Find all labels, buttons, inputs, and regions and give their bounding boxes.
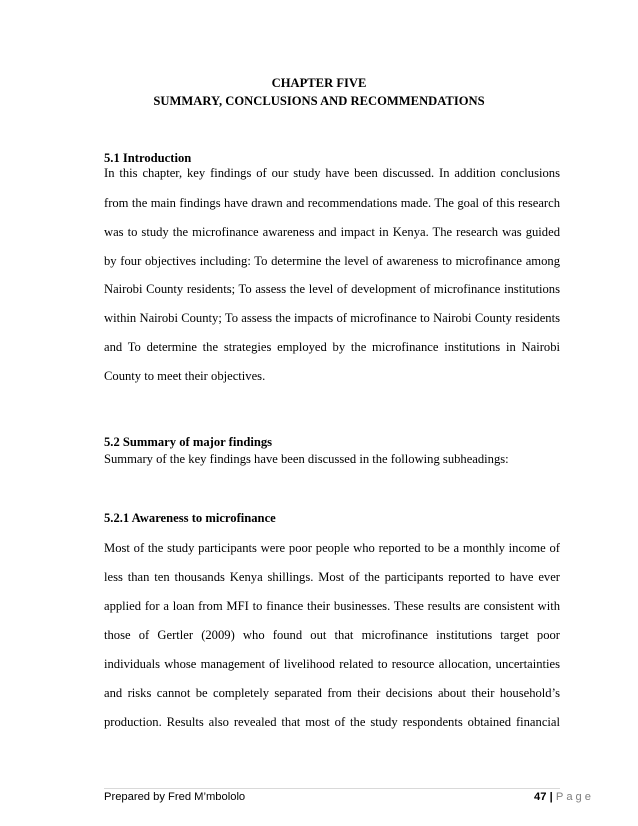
- paragraph-line: within Nairobi County; To assess the impacts of microfinance to Nairobi County residents: [104, 311, 560, 325]
- footer-author: Prepared by Fred M’mbololo: [104, 791, 246, 803]
- page-label: Page: [555, 791, 594, 803]
- paragraph-line: applied for a loan from MFI to finance their businesses. These results are consistent with: [104, 599, 560, 613]
- paragraph-line: those of Gertler (2009) who found out that microfinance institutions target poor: [104, 628, 560, 642]
- paragraph-line: and risks cannot be completely separated from their decisions about their household’s: [104, 686, 560, 700]
- paragraph-line: Most of the study participants were poor people who reported to be a monthly income of: [104, 541, 560, 555]
- paragraph-line: less than ten thousands Kenya shillings. Most of the participants reported to have ever: [104, 570, 560, 584]
- chapter-number: CHAPTER FIVE: [271, 76, 367, 90]
- subsection-heading-awareness: 5.2.1 Awareness to microfinance: [104, 511, 276, 525]
- paragraph-line: and To determine the strategies employed by the microfinance institutions in Nairobi: [104, 340, 560, 354]
- footer-divider: [104, 788, 560, 789]
- section-heading-introduction: 5.1 Introduction: [104, 151, 192, 165]
- page-separator: |: [549, 791, 553, 803]
- paragraph-line: Nairobi County residents; To assess the level of development of microfinance institutions: [104, 282, 560, 296]
- footer-page-info: [534, 790, 594, 804]
- paragraph-line: production. Results also revealed that most of the study respondents obtained financial: [104, 715, 560, 729]
- paragraph-line: Summary of the key findings have been discussed in the following subheadings:: [104, 452, 509, 466]
- paragraph-line: individuals whose management of livelihood related to resource allocation, uncertainties: [104, 657, 560, 671]
- section-heading-summary: 5.2 Summary of major findings: [104, 435, 273, 449]
- paragraph-line: County to meet their objectives.: [104, 369, 266, 383]
- paragraph-line: by four objectives including: To determine the level of awareness to microfinance among: [104, 254, 560, 268]
- paragraph-line: from the main findings have drawn and recommendations made. The goal of this research: [104, 196, 560, 210]
- paragraph-line: was to study the microfinance awareness and impact in Kenya. The research was guided: [104, 225, 560, 239]
- page-number: 47: [534, 791, 547, 803]
- paragraph-line: In this chapter, key findings of our study have been discussed. In addition conclusions: [104, 166, 560, 180]
- chapter-title: SUMMARY, CONCLUSIONS AND RECOMMENDATIONS: [153, 94, 485, 108]
